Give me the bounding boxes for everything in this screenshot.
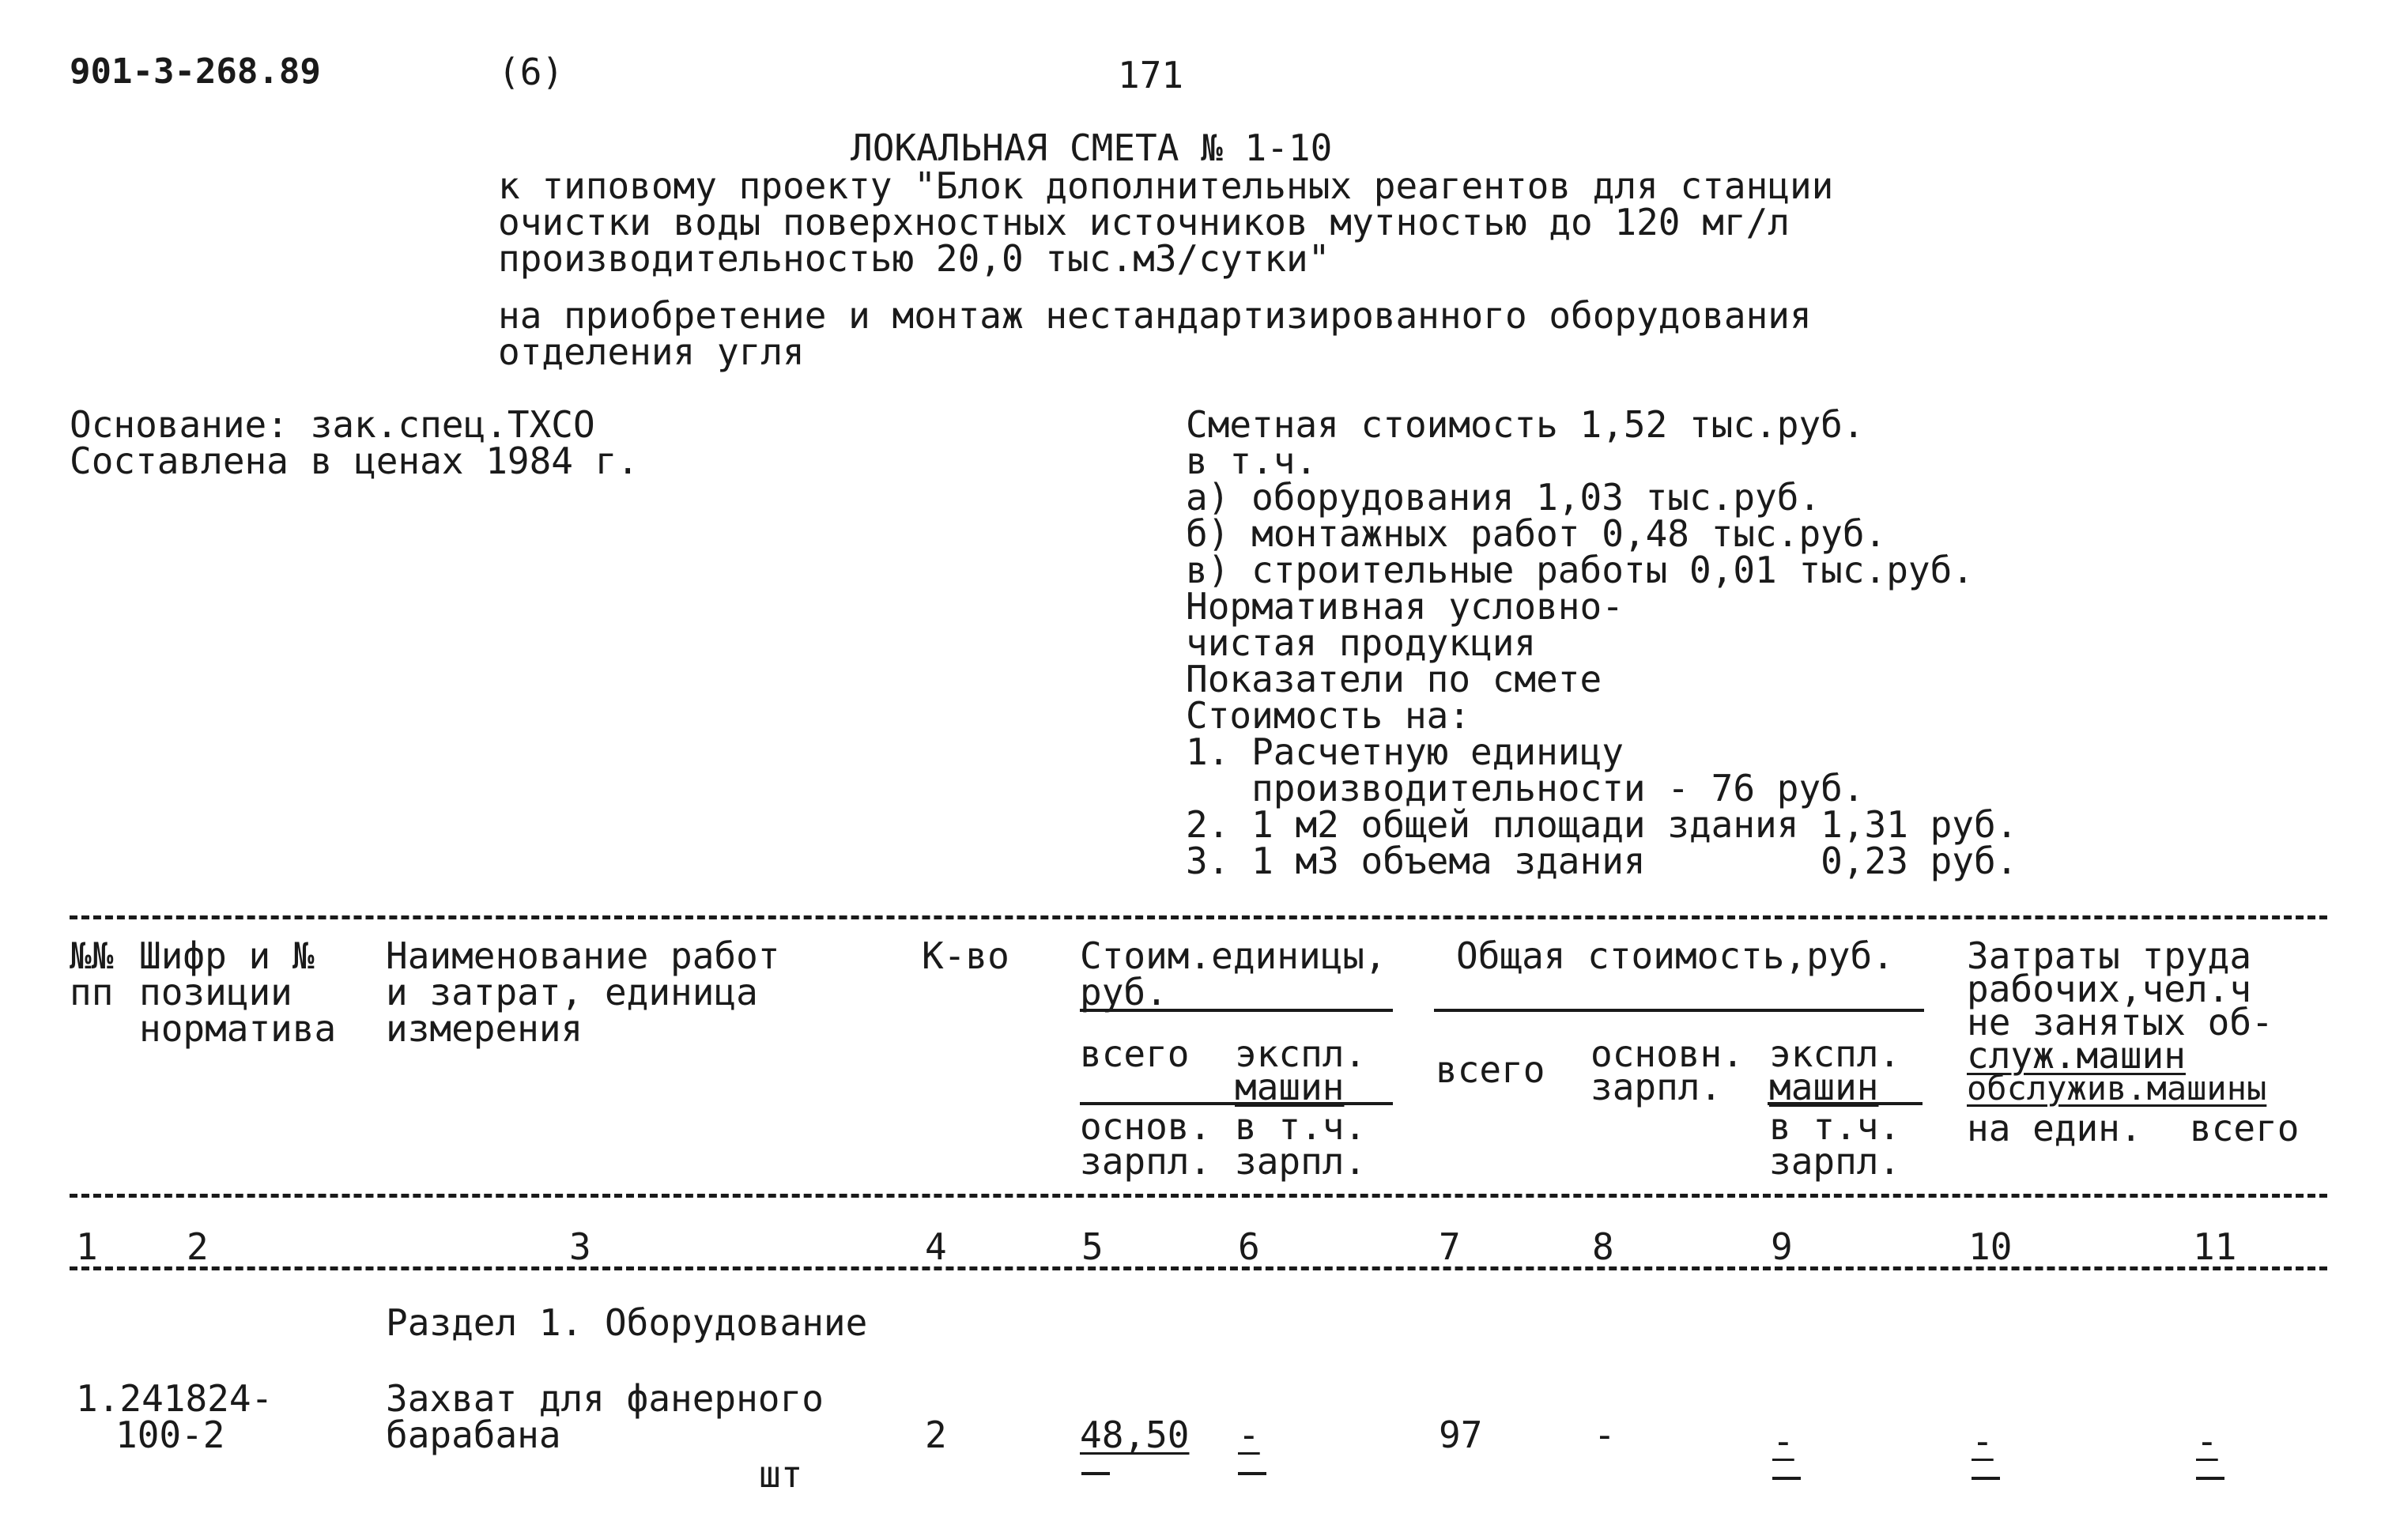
basis-line-2: Составлена в ценах 1984 г. — [70, 440, 640, 482]
column-number-4: 4 — [925, 1225, 947, 1268]
row-unit-machine-wage-dash — [1238, 1472, 1266, 1475]
cost-line-8: Показатели по смете — [1186, 658, 1602, 700]
row-labor-unit-sub-dash — [1972, 1477, 2000, 1480]
header-labor-line3: не занятых об- — [1967, 1001, 2273, 1044]
header-total-machine-wage-line1: в т.ч. — [1769, 1105, 1901, 1148]
row-unit-total: 48,50 — [1080, 1414, 1190, 1456]
header-unit-cost-line1: Стоим.единицы, — [1080, 934, 1387, 977]
unit-cost-rule — [1080, 1009, 1393, 1012]
header-labor-total: всего — [2190, 1107, 2300, 1149]
header-col2-line1: Шифр и № — [139, 934, 315, 977]
column-number-7: 7 — [1439, 1225, 1461, 1268]
cost-line-6: Нормативная условно- — [1186, 585, 1624, 628]
header-unit-machine-wage-line1: в т.ч. — [1235, 1105, 1367, 1148]
row-name-line1: Захват для фанерного — [386, 1377, 824, 1420]
column-number-3: 3 — [569, 1225, 591, 1268]
header-unit-wage-line2: зарпл. — [1080, 1140, 1212, 1183]
row-quantity: 2 — [925, 1414, 947, 1456]
column-number-11: 11 — [2193, 1225, 2237, 1268]
cost-line-7: чистая продукция — [1186, 621, 1537, 664]
cost-line-9: Стоимость на: — [1186, 694, 1471, 737]
header-unit-total: всего — [1080, 1032, 1190, 1075]
header-total-machine-line2: машин — [1769, 1066, 1879, 1108]
header-unit-machine-line2: машин — [1235, 1066, 1345, 1108]
cost-line-1: Сметная стоимость 1,52 тыс.руб. — [1186, 403, 1865, 446]
row-code-line2: 100-2 — [115, 1414, 225, 1456]
row-total: 97 — [1439, 1414, 1483, 1456]
header-col3-line2: и затрат, единица — [386, 971, 758, 1013]
column-number-5: 5 — [1081, 1225, 1104, 1268]
header-col3-line1: Наименование работ — [386, 934, 780, 977]
header-col3-line3: измерения — [386, 1007, 583, 1050]
column-number-8: 8 — [1592, 1225, 1614, 1268]
column-number-2: 2 — [187, 1225, 209, 1268]
row-labor-total-sub-dash — [2196, 1477, 2224, 1480]
header-labor-line5: обслужив.машины — [1967, 1069, 2267, 1108]
table-top-rule — [70, 915, 2327, 919]
header-bottom-rule — [70, 1194, 2327, 1198]
project-line-1: к типовому проекту "Блок дополнительных реагентов для станции — [498, 164, 1834, 207]
header-total-wage-line1: основн. — [1590, 1032, 1744, 1075]
cost-line-5: в) строительные работы 0,01 тыс.руб. — [1186, 549, 1974, 591]
header-total-wage-line2: зарпл. — [1590, 1066, 1723, 1108]
header-total-all: всего — [1436, 1048, 1545, 1091]
header-unit-machine-wage-line2: зарпл. — [1235, 1140, 1367, 1183]
header-total-cost: Общая стоимость,руб. — [1456, 934, 1894, 977]
cost-line-11: производительности - 76 руб. — [1186, 767, 1865, 810]
header-unit-wage-line1: основ. — [1080, 1105, 1212, 1148]
header-col1-line1: №№ — [70, 934, 114, 977]
project-line-2: очистки воды поверхностных источников мутностью до 120 мг/л — [498, 201, 1790, 243]
cost-line-12: 2. 1 м2 общей площади здания 1,31 руб. — [1186, 803, 2018, 846]
header-unit-machine-line1: экспл. — [1235, 1032, 1367, 1075]
cost-line-4: б) монтажных работ 0,48 тыс.руб. — [1186, 512, 1887, 555]
header-labor-per-unit: на един. — [1967, 1107, 2142, 1149]
header-total-machine-line1: экспл. — [1769, 1032, 1901, 1075]
header-labor-line1: Затраты труда — [1967, 934, 2252, 977]
estimate-heading: ЛОКАЛЬНАЯ СМЕТА № 1-10 — [851, 126, 1333, 169]
header-labor-line2: рабочих,чел.ч — [1967, 968, 2252, 1010]
header-col2-line2: позиции — [139, 971, 292, 1013]
header-total-machine-wage-line2: зарпл. — [1769, 1140, 1901, 1183]
column-number-1: 1 — [76, 1225, 98, 1268]
header-col2-line3: норматива — [139, 1007, 337, 1050]
row-labor-total: - — [2196, 1420, 2218, 1463]
cost-line-3: а) оборудования 1,03 тыс.руб. — [1186, 476, 1821, 519]
header-quantity: К-во — [922, 934, 1009, 977]
album-number: (6) — [498, 51, 564, 93]
page-number: 171 — [1118, 54, 1184, 96]
document-number: 901-3-268.89 — [70, 51, 321, 92]
row-labor-unit: - — [1972, 1420, 1994, 1463]
total-cost-rule — [1434, 1009, 1924, 1012]
row-total-machine-wage-dash — [1772, 1477, 1801, 1480]
column-number-10: 10 — [1968, 1225, 2013, 1268]
header-unit-cost-line2: руб. — [1080, 971, 1168, 1013]
row-unit-wage-dash — [1081, 1472, 1110, 1475]
column-number-6: 6 — [1238, 1225, 1260, 1268]
header-col1-line2: пп — [70, 971, 114, 1013]
row-unit: шт — [759, 1453, 803, 1496]
section-title: Раздел 1. Оборудование — [386, 1301, 868, 1344]
column-number-9: 9 — [1771, 1225, 1793, 1268]
project-line-3: производительностью 20,0 тыс.м3/сутки" — [498, 237, 1330, 280]
row-name-line2: барабана — [386, 1414, 561, 1456]
header-labor-line4: служ.машин — [1967, 1034, 2186, 1077]
column-numbers-rule — [70, 1266, 2327, 1270]
row-total-wage: - — [1594, 1414, 1616, 1456]
cost-line-13: 3. 1 м3 объема здания 0,23 руб. — [1186, 840, 2018, 882]
basis-line-1: Основание: зак.спец.ТХСО — [70, 403, 595, 446]
cost-line-2: в т.ч. — [1186, 440, 1318, 482]
row-code-line1: 1.241824- — [76, 1377, 274, 1420]
purpose-line-2: отделения угля — [498, 330, 805, 373]
row-unit-machine: - — [1238, 1414, 1260, 1456]
purpose-line-1: на приобретение и монтаж нестандартизированного оборудования — [498, 294, 1812, 337]
cost-line-10: 1. Расчетную единицу — [1186, 730, 1624, 773]
row-total-machine: - — [1772, 1420, 1794, 1463]
